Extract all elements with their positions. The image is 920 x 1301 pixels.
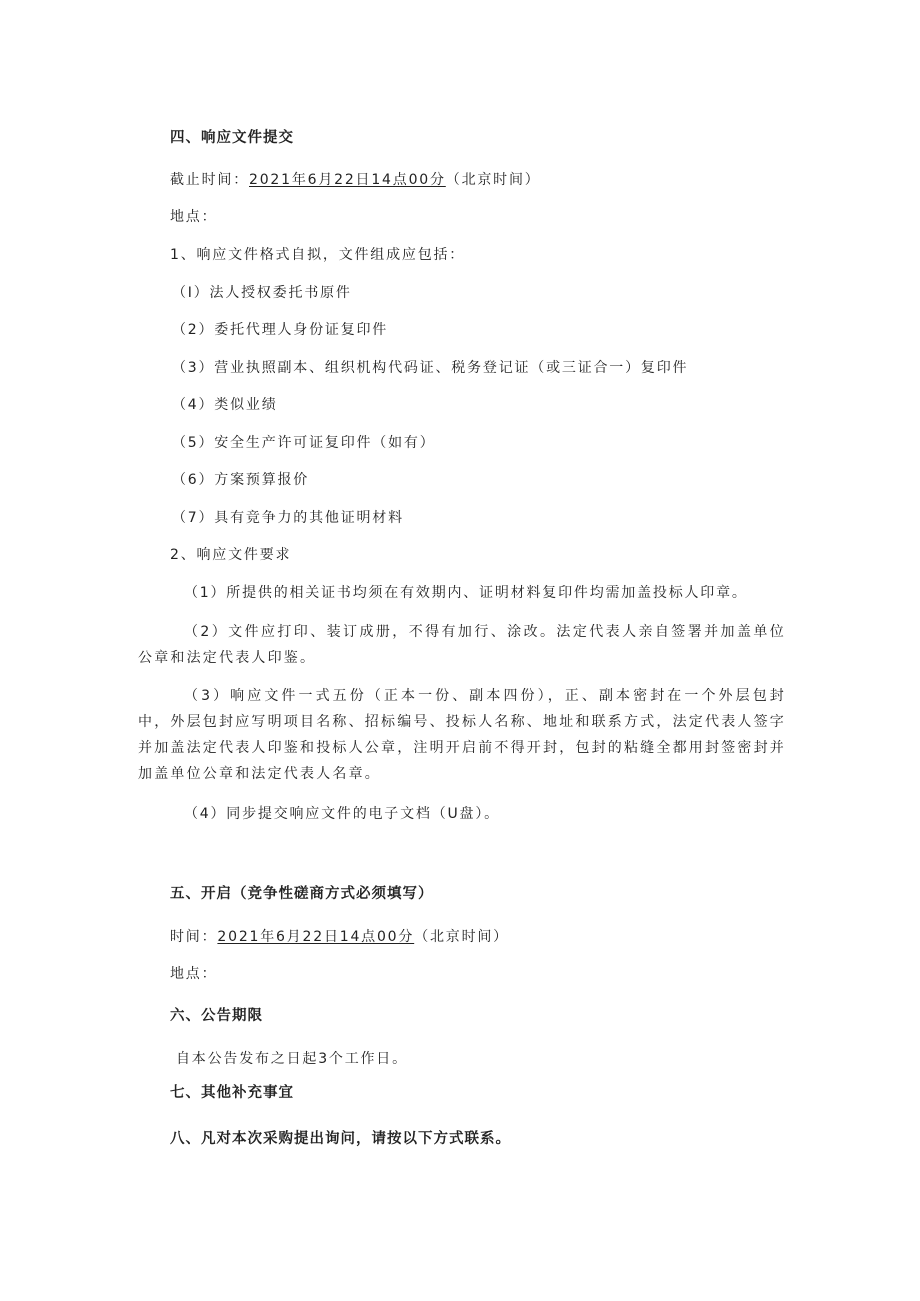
deadline-label: 截止时间：	[170, 172, 249, 188]
section-4-location-label: 地点：	[170, 209, 218, 225]
section-4-heading: 四、响应文件提交	[170, 130, 294, 146]
opening-time-line	[170, 927, 509, 947]
opening-time-value: 2021年6月22日14点00分	[217, 929, 415, 945]
item-1-list-item: （I）法人授权委托书原件	[172, 285, 352, 301]
section-5-location-label: 地点：	[170, 966, 218, 982]
item-2-requirement-2: （2）文件应打印、装订成册，不得有加行、涂改。法定代表人亲自签署并加盖单位公章和法定代表人印鉴。	[138, 624, 786, 666]
item-1-list-item: （5）安全生产许可证复印件（如有）	[172, 435, 436, 451]
item-1-list-item: （4）类似业绩	[172, 397, 278, 413]
section-8-heading: 八、凡对本次采购提出询问，请按以下方式联系。	[170, 1131, 511, 1147]
item-2-requirement-4: （4）同步提交响应文件的电子文档（U盘）。	[184, 806, 500, 822]
deadline-value: 2021年6月22日14点00分	[249, 172, 446, 188]
item-1-list-item: （6）方案预算报价	[172, 472, 310, 488]
item-2-requirement-1: （1）所提供的相关证书均须在有效期内、证明材料复印件均需加盖投标人印章。	[184, 585, 748, 601]
deadline-line	[170, 170, 541, 190]
section-6-heading: 六、公告期限	[170, 1008, 263, 1024]
deadline-suffix: （北京时间）	[445, 172, 541, 188]
opening-time-label: 时间：	[170, 929, 218, 945]
item-1-list-item: （3）营业执照副本、组织机构代码证、税务登记证（或三证合一）复印件	[172, 360, 689, 376]
item-1-title: 1、响应文件格式自拟，文件组成应包括：	[170, 247, 466, 263]
section-6-body: 自本公告发布之日起3个工作日。	[176, 1051, 408, 1067]
item-2-title: 2、响应文件要求	[170, 547, 292, 563]
item-1-list-item: （2）委托代理人身份证复印件	[172, 322, 389, 338]
opening-time-suffix: （北京时间）	[414, 929, 509, 945]
item-2-requirement-3: （3）响应文件一式五份（正本一份、副本四份），正、副本密封在一个外层包封中，外层包封应写明项目名称、招标编号、投标人名称、地址和联系方式，法定代表人签字并加盖法定代表人印鉴和投标人公章，注明开启前不得开封，包封的粘缝全都用封签密封并加盖单位公章和法定代表人名章。	[138, 688, 786, 782]
section-5-heading: 五、开启（竞争性磋商方式必须填写）	[170, 886, 434, 902]
item-1-list-item: （7）具有竞争力的其他证明材料	[172, 510, 404, 526]
section-7-heading: 七、其他补充事宜	[170, 1085, 294, 1101]
